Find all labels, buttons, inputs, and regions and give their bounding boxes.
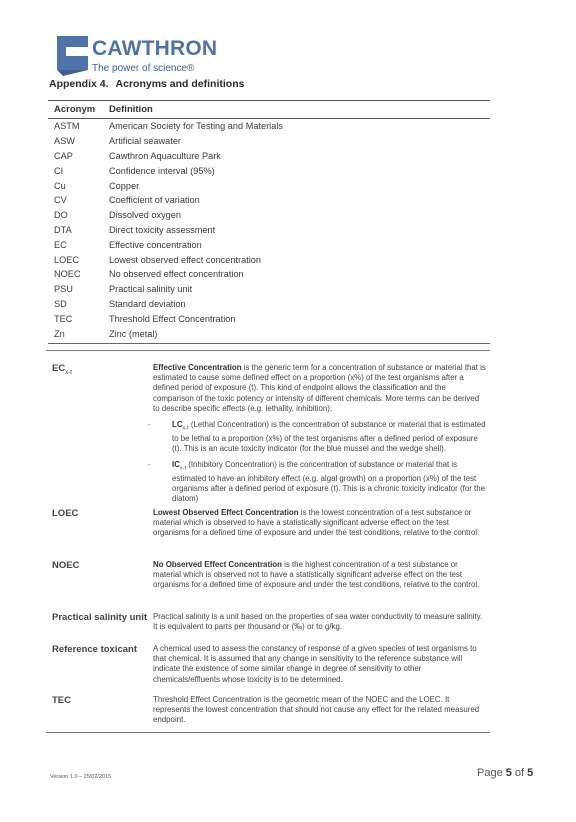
- acronym-cell: CI: [54, 165, 64, 176]
- noec-text: is the highest concentration of a test substance or material which is observed not to have a statistically significant adverse effect on the test organisms for a defined time of exposure and under the test conditions, relative to the control.: [153, 560, 480, 590]
- cawthron-logo-icon: [57, 36, 88, 76]
- acronym-cell: CV: [54, 195, 67, 206]
- bullet-lc: [148, 420, 486, 454]
- definition-cell: Effective concentration: [109, 239, 202, 250]
- definition-cell: American Society for Testing and Materials: [109, 121, 283, 132]
- acronym-cell: DO: [54, 210, 68, 221]
- appendix-number: Appendix 4.: [49, 78, 109, 90]
- table-row: [48, 149, 490, 164]
- ec-text: is the generic term for a concentration of substance or material that is estimated to cause some defined effect on a proportion (x%) of the test organisms after a defined period of exposure (t). This kind of endpoint allows the classification and the comparison of the toxic potency or intensity of different chemicals. More terms can be derived to describe specific effects (e.g. lethality, inhibition):: [153, 363, 486, 413]
- brand-name: CAWTHRON: [92, 37, 218, 60]
- table-row: [48, 193, 490, 208]
- term-psu: Practical salinity unit: [52, 612, 148, 623]
- definition-cell: Dissolved oxygen: [109, 210, 182, 221]
- bullet-ic: [148, 460, 486, 504]
- table-row: [48, 119, 490, 134]
- description-reference-toxicant: A chemical used to assess the constancy of response of a given species of test organisms to that chemical. It is assumed that any change in sensitivity to the reference substance will indicate the existence of some similar change in degree of sensitivity to other chemicals/effluents whose toxicity is to be determined.: [153, 644, 477, 684]
- description-ec-main: [153, 363, 486, 414]
- brand-tagline: The power of science®: [92, 63, 195, 74]
- definition-cell: Direct toxicity assessment: [109, 224, 216, 235]
- column-header-acronym: Acronym: [54, 104, 96, 115]
- ic-subscript: x-t: [179, 465, 187, 472]
- term-tec: TEC: [52, 695, 71, 706]
- appendix-title: Acronyms and definitions: [115, 78, 245, 90]
- definition-cell: Cawthron Aquaculture Park: [109, 150, 221, 161]
- page-label: Page: [477, 767, 506, 779]
- bullet-dash-icon: -: [148, 420, 151, 430]
- term-ec: [52, 363, 148, 379]
- table-row: [48, 311, 490, 326]
- acronym-cell: Cu: [54, 180, 66, 191]
- table-row: [48, 163, 490, 178]
- definition-cell: Zinc (metal): [109, 328, 158, 339]
- table-row: [48, 326, 490, 341]
- table-row: [48, 237, 490, 252]
- lc-lead: LC: [172, 420, 183, 430]
- acronym-cell: ASW: [54, 136, 75, 147]
- table-row: [48, 297, 490, 312]
- cawthron-logo: [57, 36, 217, 82]
- acronym-cell: EC: [54, 239, 67, 250]
- column-header-definition: Definition: [109, 104, 153, 115]
- table-row: [48, 178, 490, 193]
- acronym-cell: LOEC: [54, 254, 80, 265]
- acronym-cell: SD: [54, 298, 67, 309]
- acronym-cell: CAP: [54, 150, 73, 161]
- acronym-cell: DTA: [54, 224, 72, 235]
- acronyms-table-header: [48, 100, 490, 119]
- definition-cell: Lowest observed effect concentration: [109, 254, 262, 265]
- acronym-cell: PSU: [54, 284, 73, 295]
- acronym-cell: ASTM: [54, 121, 80, 132]
- definition-cell: Confidence interval (95%): [109, 165, 215, 176]
- acronyms-table: [48, 100, 490, 344]
- table-row: [48, 134, 490, 149]
- acronym-cell: TEC: [54, 313, 73, 324]
- acronym-cell: NOEC: [54, 269, 81, 280]
- description-psu: Practical salinity is a unit based on the properties of sea water conductivity to measure salinity. It is equivalent to parts per thousand or (‰) or to g/kg.: [153, 612, 483, 632]
- definition-cell: Practical salinity unit: [109, 284, 193, 295]
- appendix-heading: [49, 78, 244, 90]
- table-row: [48, 208, 490, 223]
- term-ec-text: EC: [52, 363, 66, 374]
- acronym-cell: Zn: [54, 328, 65, 339]
- loec-text: is the lowest concentration of a test substance or material which is observed to have a statistically significant adverse effect on the test organisms for a defined time of exposure and under the test conditions, relative to the control.: [153, 508, 480, 538]
- noec-lead: No Observed Effect Concentration: [153, 560, 282, 569]
- term-noec: NOEC: [52, 560, 80, 571]
- table-bottom-rule: [48, 343, 490, 344]
- definition-cell: Coefficient of variation: [109, 195, 200, 206]
- description-tec: Threshold Effect Concentration is the geometric mean of the NOEC and the LOEC. It represents the lowest concentration that should not cause any effect for the related measured endpoint.: [153, 695, 480, 725]
- table-row: [48, 252, 490, 267]
- ic-lead: IC: [172, 460, 180, 470]
- page-of: of: [511, 767, 528, 779]
- table-row: [48, 282, 490, 297]
- page-number: [477, 767, 533, 779]
- ec-lead: Effective Concentration: [153, 363, 242, 372]
- definition-cell: Artificial seawater: [109, 136, 181, 147]
- table-row: [48, 223, 490, 238]
- table-row: [48, 267, 490, 282]
- description-ec: [148, 363, 486, 505]
- bullet-dash-icon: -: [148, 460, 151, 470]
- definition-cell: No observed effect concentration: [109, 269, 244, 280]
- loec-lead: Lowest Observed Effect Concentration: [153, 508, 299, 517]
- definition-cell: Threshold Effect Concentration: [109, 313, 236, 324]
- acronyms-table-body: [48, 119, 490, 341]
- page-total: 5: [527, 767, 534, 779]
- page-current: 5: [505, 767, 512, 779]
- description-noec: [153, 560, 486, 591]
- ic-text: (Inhibitory Concentration) is the concentration of substance or material that is estimated to have an inhibitory effect (e.g. algal growth) on a proportion (x%) of the test organisms after a defined period of exposure (t). This is a chronic toxicity indicator (for the diatom): [172, 460, 485, 504]
- term-ec-subscript: x-t: [65, 369, 72, 376]
- definition-cell: Standard deviation: [109, 298, 186, 309]
- term-reference-toxicant: Reference toxicant: [52, 644, 138, 655]
- definition-cell: Copper: [109, 180, 140, 191]
- term-loec: LOEC: [52, 508, 79, 519]
- version-label: Version 1.0 – 25/02/2015: [50, 774, 112, 780]
- definitions-box: [46, 350, 490, 733]
- lc-subscript: x-t: [182, 425, 189, 432]
- description-loec: [153, 508, 486, 539]
- lc-text: (Lethal Concentration) is the concentration of substance or material that is estimated to be lethal to a proportion (x%) of the test organisms after a defined period of exposure (t). This is an acute toxicity indicator (for the blue mussel and the wedge shell).: [172, 420, 486, 453]
